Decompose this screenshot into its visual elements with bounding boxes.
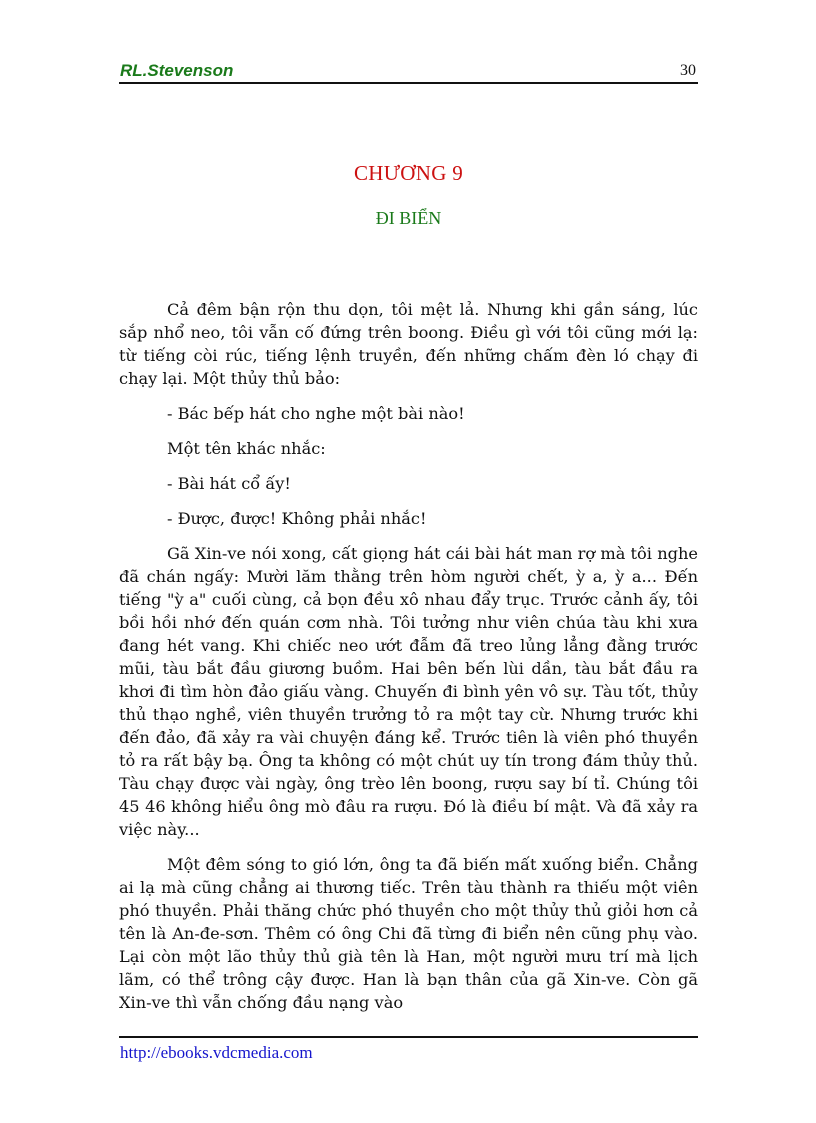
paragraph: Cả đêm bận rộn thu dọn, tôi mệt lả. Nhưng khi gần sáng, lúc sắp nhổ neo, tôi vẫn cố đứng trên boong. Điều gì với tôi cũng mới lạ: từ tiếng còi rúc, tiếng lệnh truyền, đến những chấm đèn ló chạy đi chạy lại. Một thủy thủ bảo: [119,300,698,388]
dialogue-line: - Bài hát cổ ấy! [167,474,291,493]
paragraph: Một đêm sóng to gió lớn, ông ta đã biến mất xuống biển. Chẳng ai lạ mà cũng chẳng ai thương tiếc. Trên tàu thành ra thiếu một viên phó thuyền. Phải thăng chức phó thuyền cho một thủy thủ giỏi hơn cả tên là An-đe-sơn. Thêm có ông Chi đã từng đi biển nên cũng phụ vào. Lại còn một lão thủy thủ già tên là Han, một người mưu trí mà lịch lãm, có thể trông cậy được. Han là bạn thân của gã Xin-ve. Còn gã Xin-ve thì vẫn chống đầu nạng vào [119,855,698,1012]
paragraph: Gã Xin-ve nói xong, cất giọng hát cái bài hát man rợ mà tôi nghe đã chán ngấy: Mười lăm thằng trên hòm người chết, ỳ a, ỳ a... Đến tiếng "ỳ a" cuối cùng, cả bọn đều xô nhau đẩy trục. Trước cảnh ấy, tôi bồi hồi nhớ đến quán cơm nhà. Tôi tưởng như viên chúa tàu khi xưa đang hét vang. Khi chiếc neo ướt đẫm đã treo lủng lẳng đằng trước mũi, tàu bắt đầu giương buồm. Hai bên bến lùi dần, tàu bắt đầu ra khơi đi tìm hòn đảo giấu vàng. Chuyến đi bình yên vô sự. Tàu tốt, thủy thủ thạo nghề, viên thuyền trưởng tỏ ra một tay cừ. Nhưng trước khi đến đảo, đã xảy ra vài chuyện đáng kể. Trước tiên là viên phó thuyền tỏ ra rất bậy bạ. Ông ta không có một chút uy tín trong đám thủy thủ. Tàu chạy được vài ngày, ông trèo lên boong, rượu say bí tỉ. Chúng tôi 45 46 không hiểu ông mò đâu ra rượu. Đó là điều bí mật. Và đã xảy ra việc này... [119,544,698,839]
footer-url-link[interactable]: http://ebooks.vdcmedia.com [120,1043,313,1062]
dialogue-line: Một tên khác nhắc: [167,439,326,458]
dialogue-line: - Bác bếp hát cho nghe một bài nào! [167,404,465,423]
header-author: RL.Stevenson [120,61,234,80]
chapter-title: CHƯƠNG 9 [353,161,464,185]
footer-divider [119,1036,698,1038]
dialogue-line: - Được, được! Không phải nhắc! [167,509,427,528]
page-number: 30 [680,62,696,79]
page-header [119,60,698,84]
chapter-subtitle: ĐI BIỂN [375,208,442,228]
chapter-body [119,298,698,1026]
